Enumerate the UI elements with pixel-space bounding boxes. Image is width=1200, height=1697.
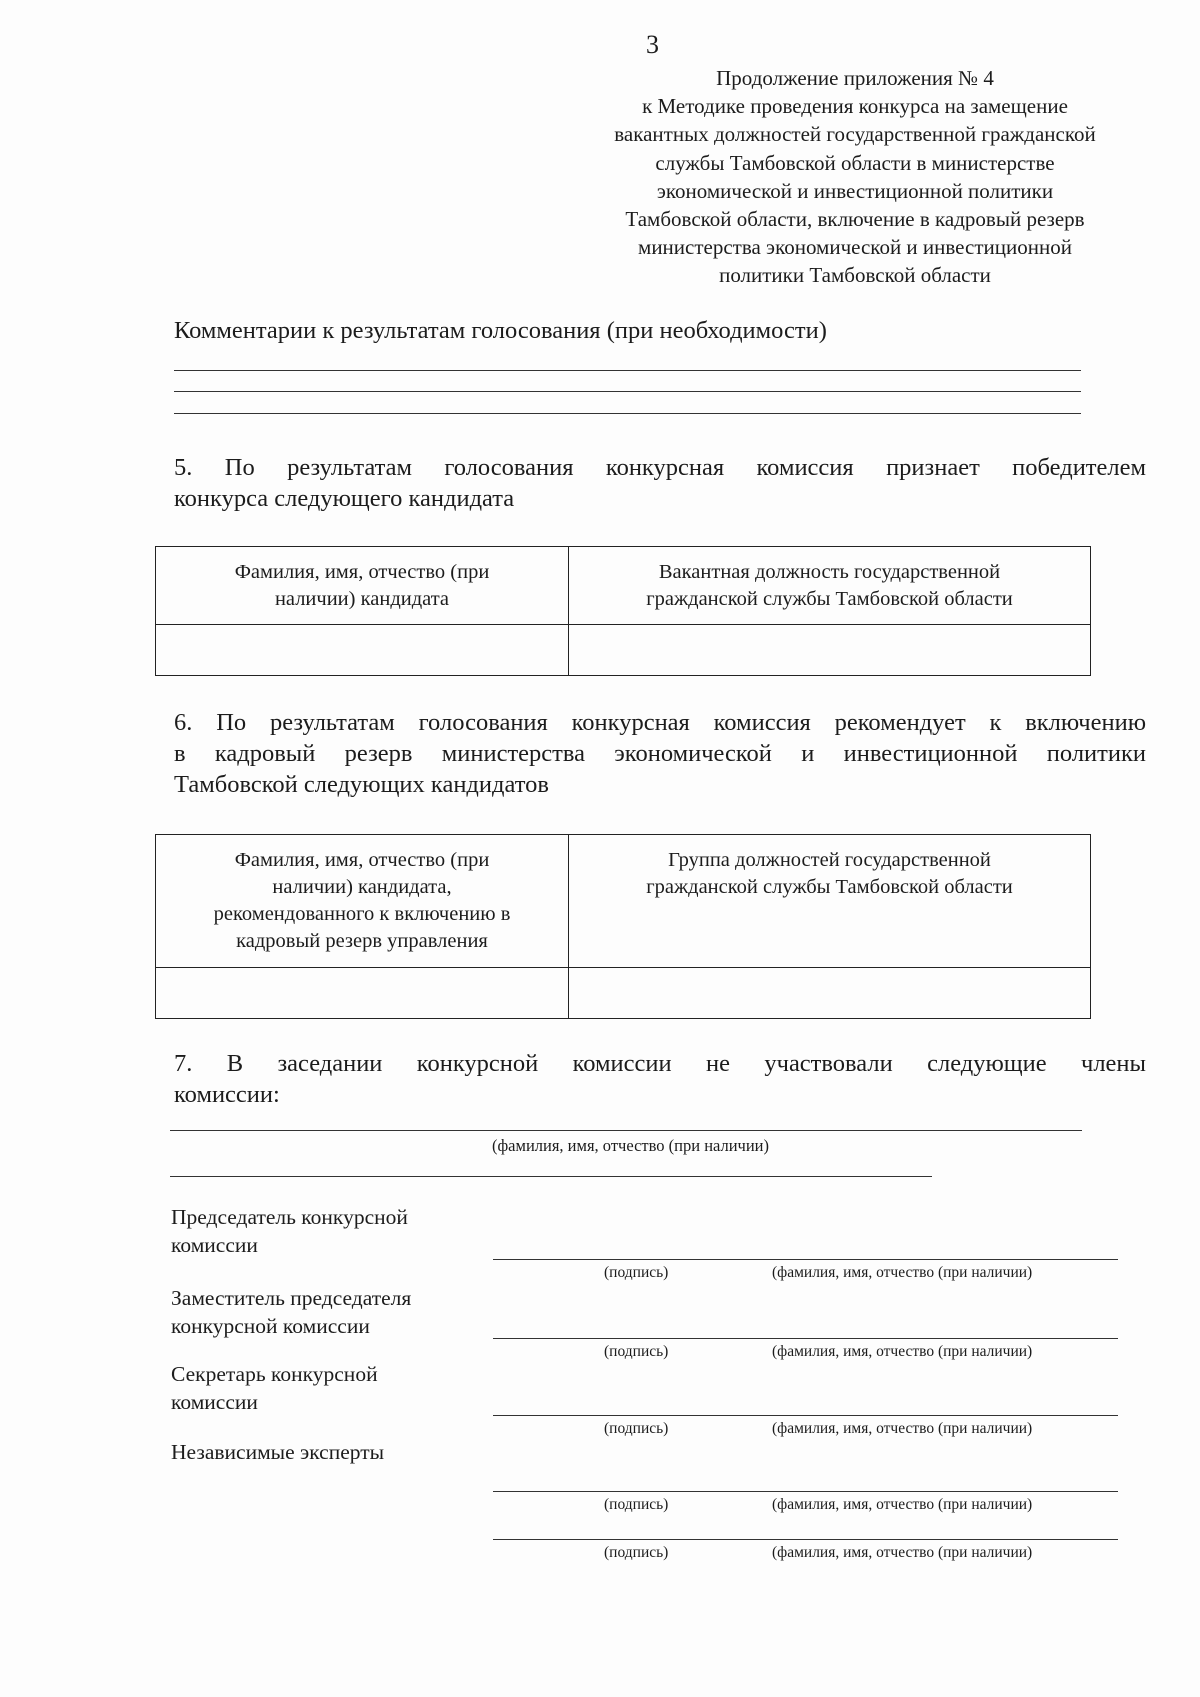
section-6-line: в кадровый резерв министерства экономической и инвестиционной политики: [174, 740, 1146, 767]
absent-members-line[interactable]: [170, 1130, 1082, 1131]
name-hint: (фамилия, имя, отчество (при наличии): [772, 1496, 1033, 1513]
name-hint: (фамилия, имя, отчество (при наличии): [772, 1420, 1033, 1437]
section-5-line: 5. По результатам голосования конкурсная комиссия признает победителем: [174, 454, 1146, 481]
signature-hint: (подпись): [604, 1496, 669, 1513]
table-cell-candidate[interactable]: [156, 968, 569, 1019]
signature-hint: (подпись): [604, 1264, 669, 1281]
header-cell-position-group: Группа должностей государственной гражданской службы Тамбовской области: [569, 835, 1091, 968]
section-6-line: Тамбовской следующих кандидатов: [174, 771, 549, 798]
table-cell-position[interactable]: [569, 625, 1091, 676]
table-cell-candidate[interactable]: [156, 625, 569, 676]
comments-line[interactable]: [174, 413, 1081, 414]
table-cell-position-group[interactable]: [569, 968, 1091, 1019]
expert-signature-line[interactable]: [493, 1539, 1118, 1540]
appendix-line: Тамбовской области, включение в кадровый резерв: [625, 207, 1085, 232]
signature-hint: (подпись): [604, 1343, 669, 1360]
absent-members-line[interactable]: [170, 1176, 932, 1177]
appendix-line: Продолжение приложения № 4: [716, 66, 994, 90]
name-hint: (фамилия, имя, отчество (при наличии): [772, 1264, 1033, 1281]
appendix-line: министерства экономической и инвестиционной: [638, 235, 1072, 260]
appendix-line: к Методике проведения конкурса на замещение: [642, 94, 1068, 119]
section-7-text: [174, 1048, 1146, 1110]
winner-table: [155, 546, 1091, 676]
table-row: [156, 625, 1091, 676]
table-header-row: [156, 547, 1091, 625]
secretary-label: Секретарь конкурсной комиссии: [171, 1362, 378, 1414]
signature-hint: (подпись): [604, 1420, 669, 1437]
reserve-table: [155, 834, 1091, 1019]
section-5-line: конкурса следующего кандидата: [174, 485, 515, 512]
chairman-label: Председатель конкурсной комиссии: [171, 1205, 408, 1257]
section-7-line: комиссии:: [174, 1081, 280, 1108]
appendix-line: политики Тамбовской области: [719, 263, 991, 288]
table-row: [156, 968, 1091, 1019]
appendix-line: службы Тамбовской области в министерстве: [655, 150, 1055, 175]
chairman-signature-line[interactable]: [493, 1259, 1118, 1260]
header-cell-position: Вакантная должность государственной гражданской службы Тамбовской области: [569, 547, 1091, 625]
independent-experts-label: Независимые эксперты: [171, 1440, 385, 1464]
expert-signature-line[interactable]: [493, 1491, 1118, 1492]
absent-members-hint: (фамилия, имя, отчество (при наличии): [492, 1136, 770, 1155]
signature-hint: (подпись): [604, 1544, 669, 1561]
comments-label: Комментарии к результатам голосования (при необходимости): [174, 317, 827, 344]
deputy-chairman-label: Заместитель председателя конкурсной комиссии: [171, 1286, 412, 1338]
section-5-text: [174, 452, 1146, 514]
appendix-line: экономической и инвестиционной политики: [656, 178, 1054, 203]
section-6-line: 6. По результатам голосования конкурсная комиссия рекомендует к включению: [174, 709, 1146, 736]
section-6-text: [174, 707, 1146, 800]
comments-line[interactable]: [174, 391, 1081, 392]
name-hint: (фамилия, имя, отчество (при наличии): [772, 1544, 1033, 1561]
appendix-header: [560, 64, 1150, 290]
comments-line[interactable]: [174, 370, 1081, 371]
appendix-line: вакантных должностей государственной гражданской: [614, 122, 1096, 147]
header-cell-candidate: Фамилия, имя, отчество (при наличии) кандидата, рекомендованного к включению в кадровый резерв управления: [156, 835, 569, 968]
header-cell-candidate: Фамилия, имя, отчество (при наличии) кандидата: [156, 547, 569, 625]
table-header-row: [156, 835, 1091, 968]
secretary-signature-line[interactable]: [493, 1415, 1118, 1416]
deputy-signature-line[interactable]: [493, 1338, 1118, 1339]
page-number: 3: [646, 30, 659, 59]
section-7-line: 7. В заседании конкурсной комиссии не участвовали следующие члены: [174, 1050, 1146, 1077]
name-hint: (фамилия, имя, отчество (при наличии): [772, 1343, 1033, 1360]
